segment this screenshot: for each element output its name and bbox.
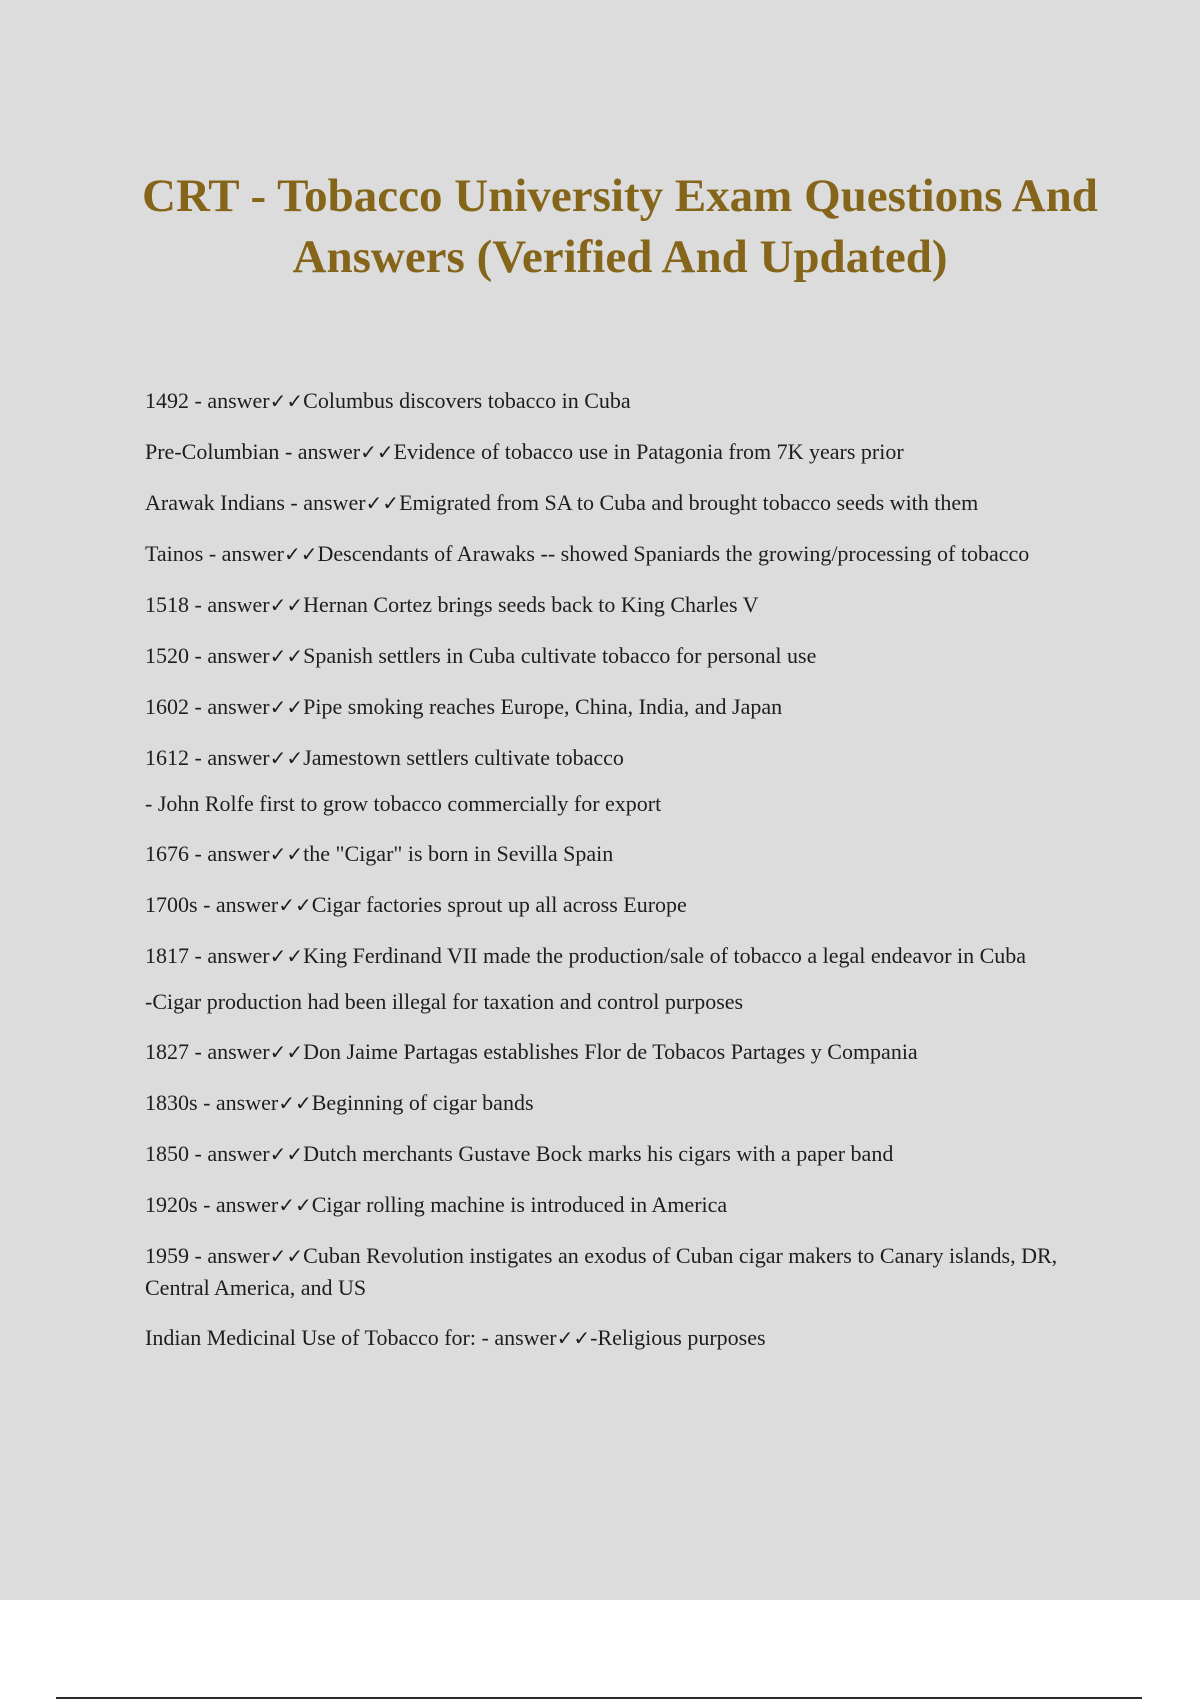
answer-marker: - answer [189,1039,270,1064]
qa-term: 1959 [145,1243,189,1268]
checkmark-icon: ✓✓ [269,746,304,770]
qa-item [145,1087,1075,1119]
answer-marker: - answer [189,943,270,968]
qa-item [145,538,1075,570]
qa-answer: Spanish settlers in Cuba cultivate tobacco for personal use [303,643,817,668]
answer-marker: - answer [189,1141,270,1166]
qa-answer: Cigar rolling machine is introduced in America [311,1192,728,1217]
qa-term: 1676 [145,841,189,866]
qa-term: 1612 [145,745,189,770]
qa-answer: Cigar factories sprout up all across Europe [311,892,687,917]
qa-term: 1827 [145,1039,189,1064]
answer-marker: - answer [279,439,361,464]
qa-note: - John Rolfe first to grow tobacco commercially for export [145,791,662,816]
qa-item [145,691,1075,723]
answer-marker: - answer [189,841,270,866]
answer-marker: - answer [197,892,279,917]
answer-marker: - answer [284,490,366,515]
checkmark-icon: ✓✓ [360,440,394,464]
qa-item [145,1138,1075,1170]
qa-term: 1817 [145,943,189,968]
qa-term: 1520 [145,643,189,668]
qa-answer: Columbus discovers tobacco in Cuba [303,388,631,413]
checkmark-icon: ✓✓ [269,695,304,719]
qa-answer: King Ferdinand VII made the production/sale of tobacco a legal endeavor in Cuba [303,943,1027,968]
qa-term: 1492 [145,388,189,413]
answer-marker: - answer [189,694,270,719]
qa-item [145,487,1075,519]
qa-item [145,589,1075,621]
answer-marker: - answer [189,643,270,668]
qa-item [145,940,1075,972]
checkmark-icon: ✓✓ [269,1142,304,1166]
answer-marker: - answer [203,541,284,566]
qa-answer: Descendants of Arawaks -- showed Spaniards the growing/processing of tobacco [317,541,1030,566]
qa-note: -Cigar production had been illegal for taxation and control purposes [145,989,744,1014]
qa-list [145,385,1075,1373]
answer-marker: answer [488,1325,557,1350]
qa-term: Pre-Columbian [145,439,280,464]
checkmark-icon: ✓✓ [269,842,304,866]
qa-term: 1518 [145,592,189,617]
checkmark-icon: ✓✓ [269,1244,304,1268]
checkmark-icon: ✓✓ [269,644,304,668]
qa-answer: Jamestown settlers cultivate tobacco [303,745,624,770]
qa-item [145,436,1075,468]
qa-term: 1700s [145,892,198,917]
qa-term: Tainos [145,541,204,566]
qa-item [145,742,1075,774]
qa-answer: the "Cigar" is born in Sevilla Spain [303,841,614,866]
checkmark-icon: ✓✓ [269,944,304,968]
qa-answer: Hernan Cortez brings seeds back to King Charles V [303,592,759,617]
checkmark-icon: ✓✓ [269,1040,304,1064]
qa-answer: Pipe smoking reaches Europe, China, India, and Japan [303,694,783,719]
checkmark-icon: ✓✓ [283,542,318,566]
qa-answer: Emigrated from SA to Cuba and brought tobacco seeds with them [399,490,979,515]
checkmark-icon: ✓✓ [269,593,304,617]
checkmark-icon: ✓✓ [278,893,312,917]
qa-answer: Don Jaime Partagas establishes Flor de Tobacos Partages y Compania [303,1039,918,1064]
qa-term: Indian Medicinal Use of Tobacco for: - [145,1325,489,1350]
qa-answer: -Religious purposes [590,1325,766,1350]
checkmark-icon: ✓✓ [365,491,400,515]
qa-item [145,385,1075,417]
qa-term: Arawak Indians [145,490,285,515]
qa-answer: Dutch merchants Gustave Bock marks his cigars with a paper band [303,1141,894,1166]
document-title: CRT - Tobacco University Exam Questions And Answers (Verified And Updated) [142,170,1098,283]
checkmark-icon: ✓✓ [278,1193,312,1217]
qa-item [145,1189,1075,1221]
qa-term: 1602 [145,694,189,719]
answer-marker: - answer [189,592,270,617]
qa-term: 1920s [145,1192,198,1217]
qa-answer: Cuban Revolution instigates an exodus of Cuban cigar makers to Canary islands, DR, Central America, and US [145,1243,1058,1300]
answer-marker: - answer [189,388,270,413]
answer-marker: - answer [189,1243,270,1268]
qa-item [145,889,1075,921]
qa-continuation [145,986,1075,1017]
qa-item [145,838,1075,870]
qa-continuation [145,788,1075,819]
qa-term: 1830s [145,1090,198,1115]
qa-item [145,1036,1075,1068]
answer-marker: - answer [197,1192,279,1217]
footer-divider [56,1697,1142,1699]
checkmark-icon: ✓✓ [269,389,304,413]
qa-item [145,1240,1075,1303]
qa-answer: Evidence of tobacco use in Patagonia from 7K years prior [393,439,904,464]
answer-marker: - answer [197,1090,279,1115]
answer-marker: - answer [189,745,270,770]
qa-item [145,640,1075,672]
qa-item [145,1322,1075,1354]
qa-answer: Beginning of cigar bands [311,1090,534,1115]
checkmark-icon: ✓✓ [556,1326,591,1350]
qa-term: 1850 [145,1141,189,1166]
checkmark-icon: ✓✓ [278,1091,312,1115]
